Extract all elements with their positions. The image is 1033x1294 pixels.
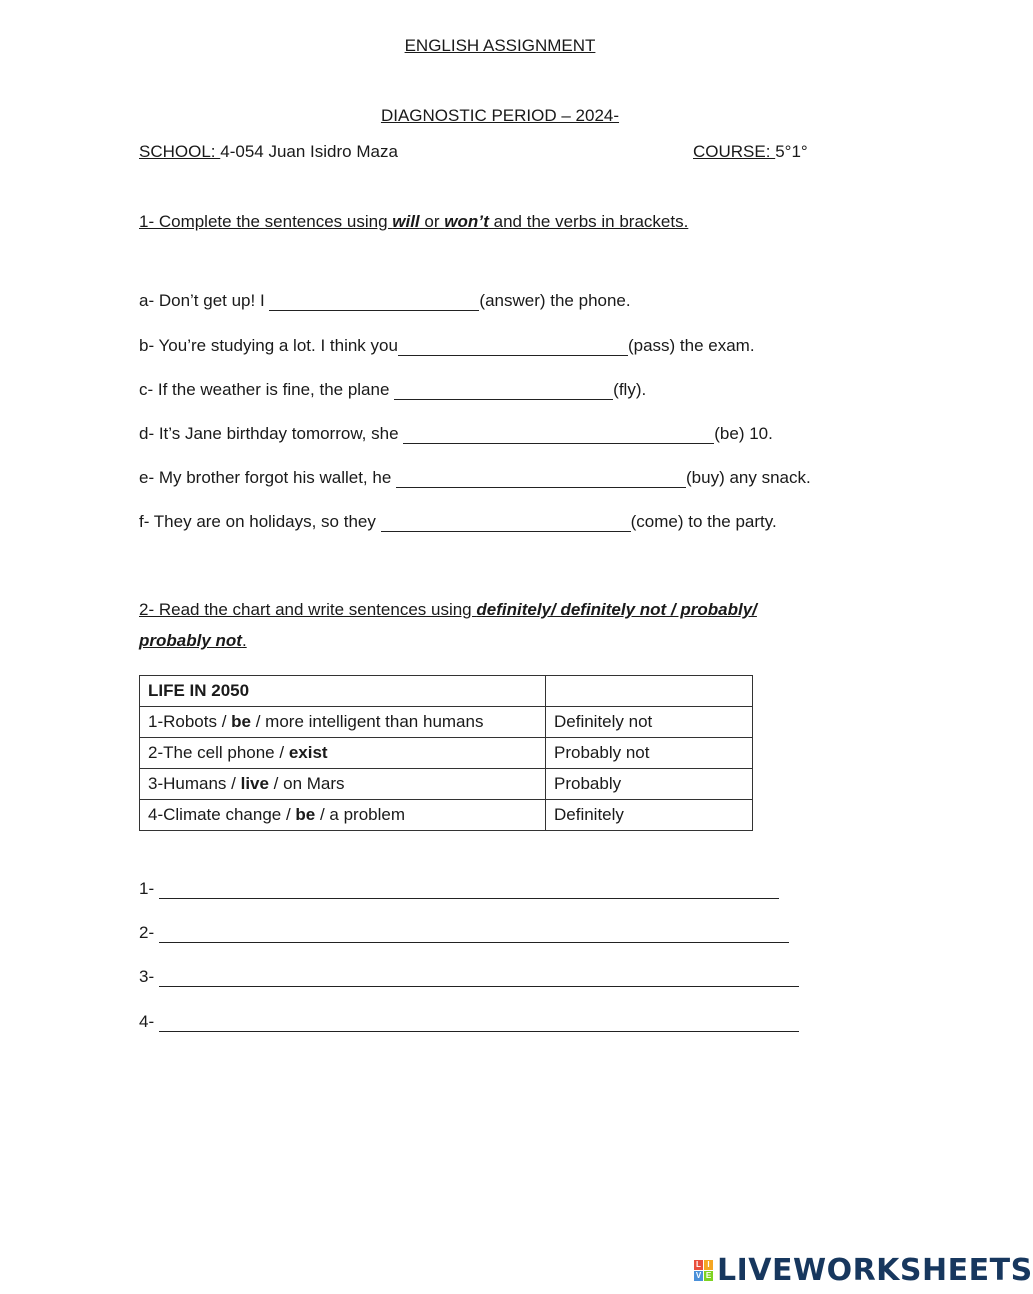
sentence-suffix: (answer) the phone. [479,291,631,310]
adverb-keywords: definitely/ definitely not / probably/ [476,600,757,619]
prompt-cell [140,707,546,738]
likelihood-cell: Probably not [546,738,753,769]
answer-blank-b[interactable] [398,338,628,356]
answer-input-1[interactable] [159,881,779,899]
prompt-cell [140,738,546,769]
logo-letter: E [705,1270,712,1280]
answer-input-4[interactable] [159,1014,799,1032]
prompt-subject: 4-Climate change / [148,805,296,824]
sentence-e [139,468,811,488]
prompt-subject: 3-Humans / [148,774,241,793]
answer-number: 3- [139,967,159,986]
course-value: 5°1° [775,142,808,161]
answer-number: 4- [139,1012,159,1031]
exercise2-instruction [139,600,757,620]
sentence-prefix: e- My brother forgot his wallet, he [139,468,397,487]
table-row [140,738,753,769]
table-row [140,707,753,738]
wont-keyword: won’t [444,212,489,231]
prompt-rest: / on Mars [268,774,345,793]
likelihood-cell: Definitely [546,800,753,831]
answer-number: 1- [139,879,159,898]
prompt-cell [140,800,546,831]
table-header-empty-cell [546,676,753,707]
sentence-suffix: (be) 10. [714,424,773,443]
logo-letter: I [704,1260,713,1270]
sentence-suffix: (pass) the exam. [627,336,755,355]
table-header-text: LIFE IN 2050 [148,681,250,700]
prompt-verb: exist [288,743,328,762]
answer-blank-a[interactable] [269,293,479,311]
sentence-prefix: b- You’re studying a lot. I think you [139,336,398,355]
sentence-suffix: (buy) any snack. [686,468,811,487]
table-header-cell [140,676,546,707]
sentence-suffix: (come) to the party. [630,512,777,531]
likelihood-cell: Definitely not [546,707,753,738]
will-keyword: will [392,212,420,231]
prompt-rest: / a problem [315,805,406,824]
life-2050-chart [139,675,753,831]
exercise2-instruction-line2 [139,631,247,651]
table-row [140,769,753,800]
sentence-b [139,336,755,356]
sentence-f [139,512,777,532]
logo-mark-icon [694,1260,713,1281]
answer-input-3[interactable] [159,969,799,987]
school-line [139,142,398,162]
sentence-prefix: d- It’s Jane birthday tomorrow, she [139,424,404,443]
liveworksheets-logo [694,1252,1033,1288]
sentence-a [139,291,631,311]
sentence-c [139,380,646,400]
answer-number: 2- [139,923,159,942]
sentence-suffix: (fly). [613,380,647,399]
prompt-verb: be [231,712,251,731]
prompt-subject: 2-The cell phone / [148,743,289,762]
answer-blank-c[interactable] [394,382,613,400]
instruction-period: . [241,631,247,650]
table-row [140,800,753,831]
prompt-subject: 1-Robots / [148,712,232,731]
prompt-rest: / more intelligent than humans [251,712,484,731]
or-text: or [419,212,445,231]
course-label: COURSE: [693,142,776,161]
period-label: DIAGNOSTIC PERIOD – 2024- [380,106,620,125]
answer-line-2 [139,923,789,943]
sentence-prefix: a- Don’t get up! I [139,291,270,310]
prompt-cell [140,769,546,800]
instruction-text: 1- Complete the sentences using [139,212,393,231]
answer-input-2[interactable] [159,925,789,943]
prompt-verb: be [295,805,316,824]
adverb-keyword-probably-not: probably not [139,631,242,650]
likelihood-cell: Probably [546,769,753,800]
exercise1-instruction [139,212,688,232]
answer-line-3 [139,967,799,987]
answer-blank-e[interactable] [396,470,686,488]
logo-letter: L [694,1260,703,1270]
answer-blank-f[interactable] [381,514,631,532]
school-label: SCHOOL: [139,142,221,161]
document-title: ENGLISH ASSIGNMENT [404,36,596,55]
sentence-prefix: c- If the weather is fine, the plane [139,380,395,399]
prompt-verb: live [240,774,269,793]
sentence-prefix: f- They are on holidays, so they [139,512,381,531]
course-line [693,142,808,162]
instruction-text: 2- Read the chart and write sentences using [139,600,477,619]
school-value: 4-054 Juan Isidro Maza [220,142,398,161]
answer-blank-d[interactable] [403,426,714,444]
table-header-row [140,676,753,707]
answer-line-1 [139,879,779,899]
sentence-d [139,424,773,444]
answer-line-4 [139,1012,799,1032]
logo-letter: V [695,1270,702,1280]
logo-text: LIVEWORKSHEETS [717,1252,1033,1288]
instruction-text-end: and the verbs in brackets. [488,212,689,231]
